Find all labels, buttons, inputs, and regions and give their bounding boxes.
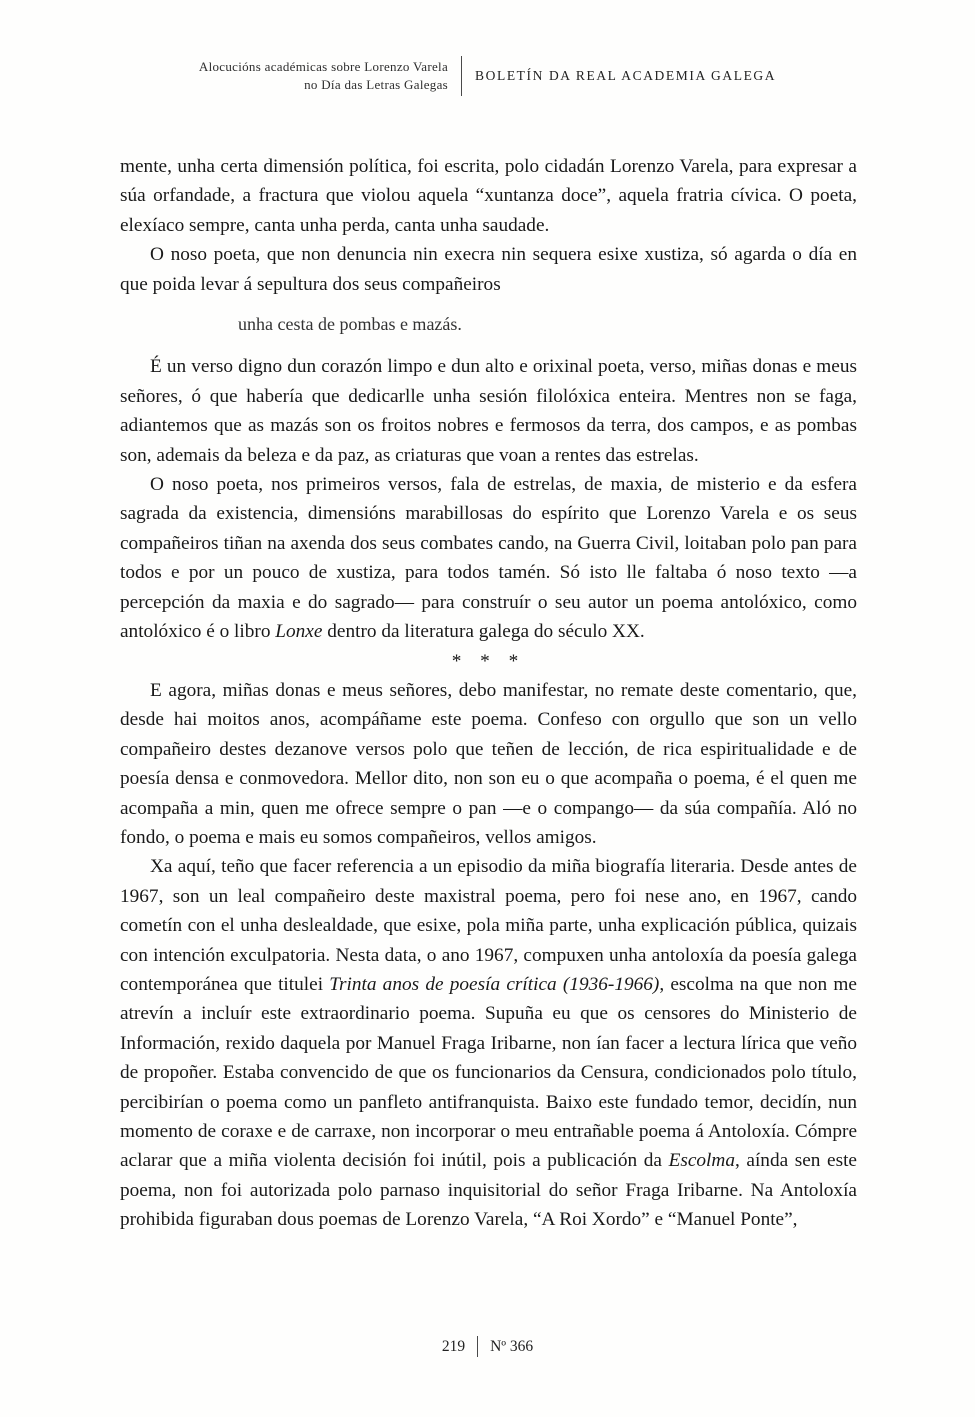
paragraph: [120, 852, 857, 1234]
verse-line: unha cesta de pombas e mazás.: [238, 314, 462, 335]
italic-book-title: Trinta anos de poesía crítica (1936-1966): [329, 973, 660, 995]
issue-number: Nº 366: [490, 1337, 534, 1355]
paragraph: O noso poeta, que non denuncia nin execra nin sequera esixe xustiza, só agarda o día en que poida levar á sepultura dos seus compañeiros: [120, 244, 857, 295]
chapter-title-line2: no Día das Letras Galegas: [304, 77, 449, 92]
paragraph: [120, 470, 857, 646]
page-header: [0, 56, 975, 96]
chapter-title: [199, 58, 461, 94]
section-separator: * * *: [451, 650, 526, 672]
text-segment: , aínda sen este poema, non foi autorizada polo parnaso inquisitorial do señor Fraga Iribarne. Na Antoloxía prohibida figuraban dous poemas de Lorenzo Varela, “A Roi Xordo” e “Manuel Ponte”,: [120, 1150, 857, 1231]
text-segment: Xa aquí, teño que facer referencia a un episodio da miña biografía literaria. Desde antes de 1967, son un leal compañeiro deste maxistral poema, pero foi nese ano, en 1967, cando cometín con el unha deslealdade, que esixe, pola miña parte, unha explicación pública, quizais con intención exculpatoria. Nesta data, o ano 1967, compuxen unha antoloxía da poesía galega contemporánea que titulei: [120, 856, 857, 995]
chapter-title-line1: Alocucións académicas sobre Lorenzo Varela: [198, 59, 449, 74]
article-body: [120, 152, 857, 1235]
text-segment: O noso poeta, nos primeiros versos, fala de estrelas, de maxia, de misterio e da esfera sagrada da existencia, dimensións marabillosas do espírito que Lorenzo Varela e os seus compañeiros tiñan na axenda dos seus combates cando, na Guerra Civil, loitaban polo pan para todos e por un pouco de xustiza, para todos tamén. Só isto lle faltaba ó noso texto —a percepción da maxia e do sagrado— para construír o seu autor un poema antolóxico, como antolóxico é o libro: [120, 474, 857, 643]
paragraph: mente, unha certa dimensión política, foi escrita, polo cidadán Lorenzo Varela, para expresar a súa orfandade, a fractura que violou aquela “xuntanza doce”, aquela fratria cívica. O poeta, elexíaco sempre, canta unha perda, canta unha saudade.: [120, 156, 857, 236]
journal-title: BOLETÍN DA REAL ACADEMIA GALEGA: [475, 68, 777, 83]
text-segment: dentro da literatura galega do século XX.: [322, 621, 645, 643]
paragraph: É un verso digno dun corazón limpo e dun alto e orixinal poeta, verso, miñas donas e meus señores, ó que habería que dedicarlle unha sesión filolóxica enteira. Mentres non se faga, adiantemos que as mazás son os froitos nobres e fermosos da terra, dos campos, e as pombas son, ademais da beleza e da paz, as criaturas que voan a rentes das estrelas.: [120, 356, 857, 466]
paragraph: E agora, miñas donas e meus señores, debo manifestar, no remate deste comentario, que, desde hai moitos anos, acompáñame este poema. Confeso con orgullo que son un vello compañeiro destes dezanove versos polo que teñen de lección, de rica espiritualidade e de poesía densa e conmovedora. Mellor dito, non son eu o que acompaña o poema, é el quen me acompaña a min, quen me ofrece sempre o pan —e o compango— da súa compañía. Aló no fondo, o poema e mais eu somos compañeiros, vellos amigos.: [120, 679, 857, 848]
page-footer: [0, 1336, 975, 1357]
italic-book-title: Escolma: [668, 1150, 735, 1172]
page-number: 219: [441, 1337, 466, 1355]
italic-book-title: Lonxe: [275, 621, 323, 643]
text-segment: , escolma na que non me atrevín a incluír este extraordinario poema. Supuña eu que os censores do Ministerio de Información, rexido daquela por Manuel Fraga Iribarne, non ían facer a lectura lírica que veño de propoñer. Estaba convencido de que os funcionarios da Censura, condicionados polo título, percibirían o poema como un panfleto antifranquista. Baixo este fundado temor, decidín, nun momento de coraxe e de carraxe, non incorporar o meu entrañable poema á Antoloxía. Cómpre aclarar que a miña violenta decisión foi inútil, pois a publicación da: [120, 973, 857, 1172]
